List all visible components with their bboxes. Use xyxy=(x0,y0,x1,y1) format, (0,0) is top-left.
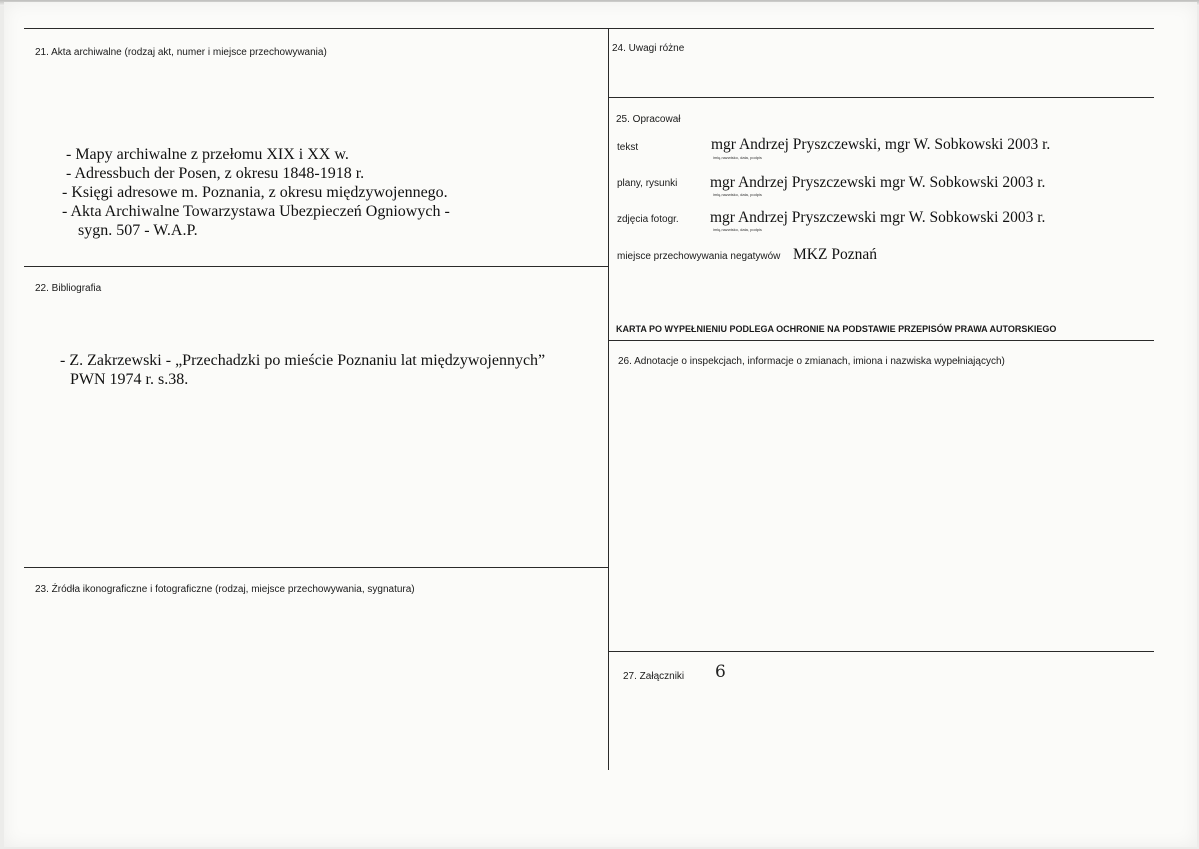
archival-record-line: - Akta Archiwalne Towarzystawa Ubezpieczeń Ogniowych - xyxy=(62,203,450,220)
top-border-line xyxy=(24,28,1154,29)
archival-record-line: - Adressbuch der Posen, z okresu 1848-1918 r. xyxy=(66,165,365,182)
divider-24-25 xyxy=(608,97,1154,98)
archival-record-line: - Mapy archiwalne z przełomu XIX i XX w. xyxy=(66,146,349,163)
section-25-label: 25. Opracował xyxy=(616,114,681,125)
author-row-caption: imię,nazwisko, data, podpis xyxy=(713,155,762,160)
bibliography-line: - Z. Zakrzewski - „Przechadzki po mieście Poznaniu lat międzywojennych” xyxy=(60,352,546,369)
section-27-label: 27. Załączniki xyxy=(623,671,685,682)
author-row-caption: imię,nazwisko, data, podpis xyxy=(713,192,762,197)
divider-22-23 xyxy=(24,567,608,568)
divider-26-27 xyxy=(608,651,1154,652)
negatives-value: MKZ Poznań xyxy=(793,246,877,263)
author-row-value: mgr Andrzej Pryszczewski mgr W. Sobkowski 2003 r. xyxy=(710,174,1046,191)
author-row-label: plany, rysunki xyxy=(617,178,678,189)
author-row-caption: imię,nazwisko, data, podpis xyxy=(713,227,762,232)
section-23-label: 23. Źródła ikonograficzne i fotograficzne (rodzaj, miejsce przechowywania, sygnatura) xyxy=(35,584,415,595)
author-row-label: zdjęcia fotogr. xyxy=(617,214,679,225)
form-sheet xyxy=(4,2,1197,847)
column-divider xyxy=(608,28,609,770)
author-row-value: mgr Andrzej Pryszczewski mgr W. Sobkowski 2003 r. xyxy=(710,209,1046,226)
bibliography-line: PWN 1974 r. s.38. xyxy=(70,371,189,388)
section-22-label: 22. Bibliografia xyxy=(35,283,102,294)
divider-25-26 xyxy=(608,340,1154,341)
negatives-label: miejsce przechowywania negatywów xyxy=(617,251,781,262)
section-26-label: 26. Adnotacje o inspekcjach, informacje o zmianach, imiona i nazwiska wypełniających) xyxy=(618,356,1005,367)
archival-record-line: sygn. 507 - W.A.P. xyxy=(78,222,198,239)
author-row-value: mgr Andrzej Pryszczewski, mgr W. Sobkowski 2003 r. xyxy=(711,136,1051,153)
attachments-count-handwritten: 6 xyxy=(715,662,726,682)
section-24-label: 24. Uwagi różne xyxy=(612,43,685,54)
divider-21-22 xyxy=(24,266,608,267)
author-row-label: tekst xyxy=(617,142,639,153)
copyright-notice: KARTA PO WYPEŁNIENIU PODLEGA OCHRONIE NA PODSTAWIE PRZEPISÓW PRAWA AUTORSKIEGO xyxy=(616,324,1057,334)
archival-record-line: - Księgi adresowe m. Poznania, z okresu międzywojennego. xyxy=(62,184,448,201)
section-21-label: 21. Akta archiwalne (rodzaj akt, numer i miejsce przechowywania) xyxy=(35,47,327,58)
